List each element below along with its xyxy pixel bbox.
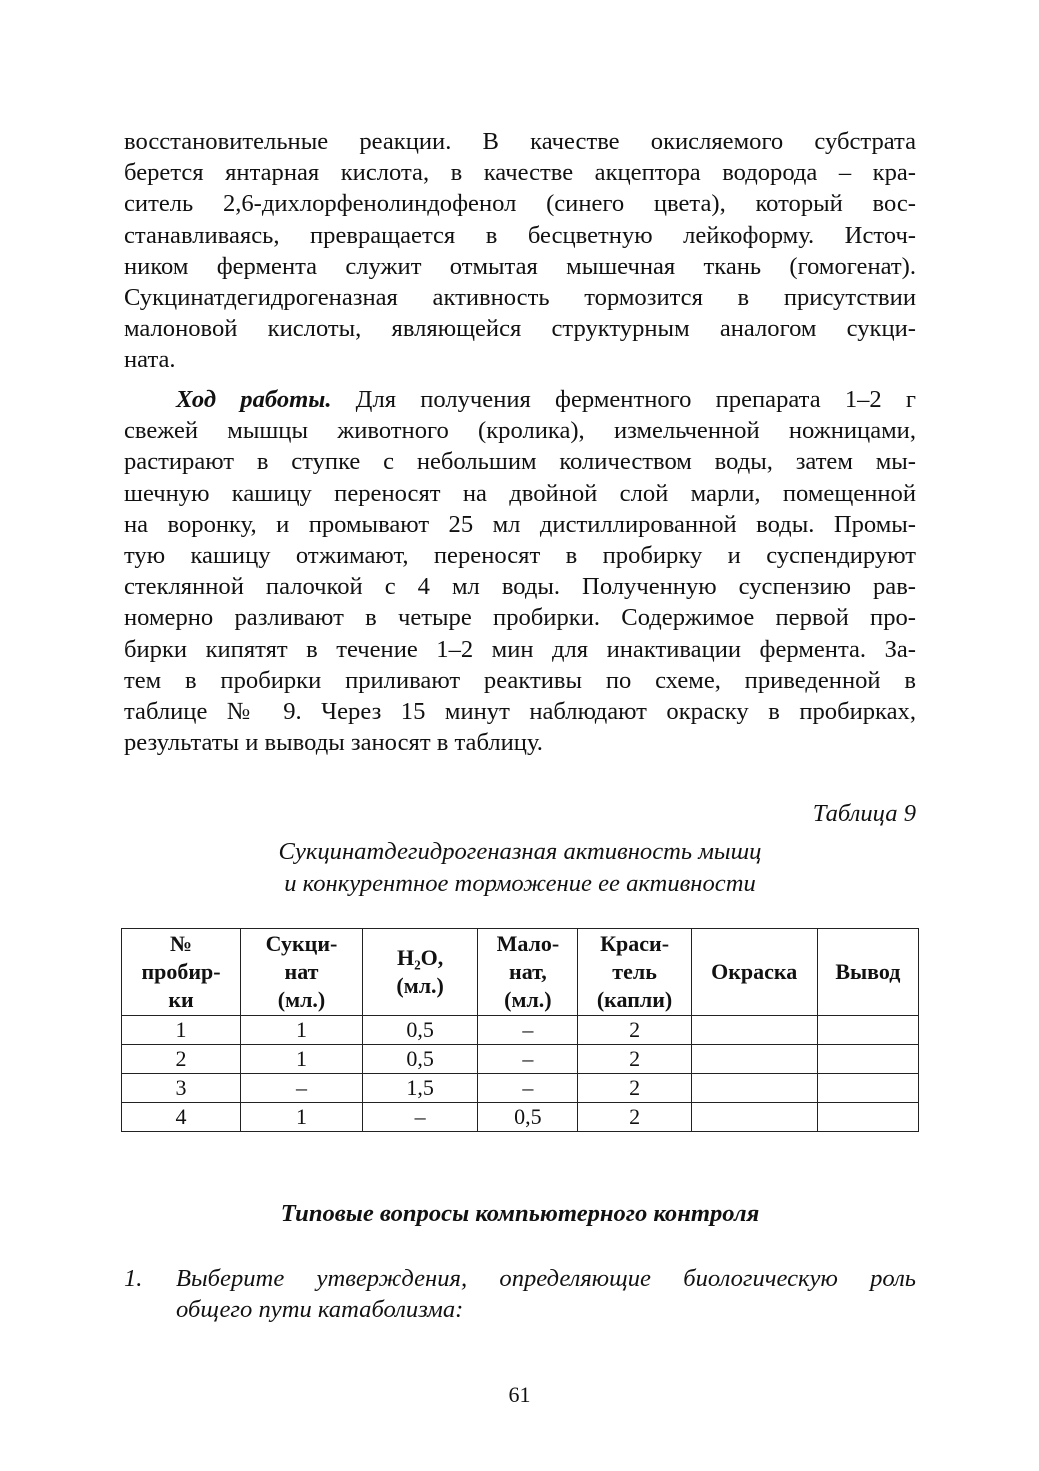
data-table bbox=[121, 928, 919, 1132]
paragraph-line: растирают в ступке с небольшим количеством воды, затем мы- bbox=[124, 448, 916, 476]
header-dye: Краси- тель (капли) bbox=[578, 929, 691, 1016]
header-tube-number: № пробир- ки bbox=[122, 929, 241, 1016]
paragraph-line: восстановительные реакции. В качестве окисляемого субстрата bbox=[124, 128, 916, 155]
table-cell bbox=[691, 1016, 817, 1045]
table-cell: – bbox=[241, 1074, 363, 1103]
table-row bbox=[122, 1016, 919, 1045]
paragraph-line: Сукцинатдегидрогеназная активность тормозится в присутствии bbox=[124, 284, 916, 312]
table-cell: 4 bbox=[122, 1103, 241, 1132]
table-cell: – bbox=[478, 1045, 578, 1074]
table-label: Таблица 9 bbox=[812, 800, 916, 827]
page-number: 61 bbox=[508, 1382, 531, 1407]
header-conclusion: Вывод bbox=[817, 929, 918, 1016]
paragraph-line: тую кашицу отжимают, переносят в пробирку и суспендируют bbox=[124, 542, 916, 570]
table-cell: 2 bbox=[578, 1074, 691, 1103]
paragraph-first-line-text: Для получения ферментного препарата 1–2 г bbox=[331, 386, 916, 413]
table-cell: – bbox=[478, 1016, 578, 1045]
paragraph-line: берется янтарная кислота, в качестве акцептора водорода – кра- bbox=[124, 159, 916, 187]
table-title bbox=[124, 836, 916, 900]
table-header-row bbox=[122, 929, 919, 1016]
table-cell: 2 bbox=[578, 1016, 691, 1045]
paragraph-procedure bbox=[124, 384, 916, 758]
header-water: H₂O, (мл.) bbox=[362, 929, 477, 1016]
table-row bbox=[122, 1103, 919, 1132]
table-cell bbox=[691, 1103, 817, 1132]
question-item bbox=[124, 1263, 916, 1325]
paragraph-line: шечную кашицу переносят на двойной слой марли, помещенной bbox=[124, 479, 916, 507]
table-cell: 3 bbox=[122, 1074, 241, 1103]
question-line: Выберите утверждения, определяющие биологическую роль bbox=[176, 1265, 916, 1292]
paragraph-line: свежей мышцы животного (кролика), измельченной ножницами, bbox=[124, 417, 916, 445]
procedure-heading: Ход работы. bbox=[176, 386, 332, 413]
paragraph-line: ната. bbox=[124, 346, 176, 374]
table-cell bbox=[817, 1045, 918, 1074]
header-color: Окраска bbox=[691, 929, 817, 1016]
paragraph-line: бирки кипятят в течение 1–2 мин для инактивации фермента. За- bbox=[124, 635, 916, 663]
paragraph-line: ником фермента служит отмытая мышечная ткань (гомогенат). bbox=[124, 252, 916, 280]
table-cell: 1 bbox=[241, 1045, 363, 1074]
question-text bbox=[176, 1263, 916, 1325]
table-cell: 0,5 bbox=[362, 1016, 477, 1045]
table-title-line: Сукцинатдегидрогеназная активность мышц bbox=[278, 838, 762, 865]
paragraph-intro bbox=[124, 126, 916, 376]
table-cell: 1 bbox=[241, 1103, 363, 1132]
table-row bbox=[122, 1045, 919, 1074]
table-cell: 1 bbox=[241, 1016, 363, 1045]
section-title: Типовые вопросы компьютерного контроля bbox=[280, 1200, 760, 1227]
paragraph-line: стеклянной палочкой с 4 мл воды. Полученную суспензию рав- bbox=[124, 573, 916, 601]
table-cell bbox=[691, 1045, 817, 1074]
table-cell bbox=[817, 1074, 918, 1103]
table-cell bbox=[691, 1074, 817, 1103]
table-cell: 0,5 bbox=[478, 1103, 578, 1132]
paragraph-line: тем в пробирки приливают реактивы по схеме, приведенной в bbox=[124, 666, 916, 694]
table-cell: 1 bbox=[122, 1016, 241, 1045]
paragraph-first-line bbox=[124, 384, 916, 415]
paragraph-line: результаты и выводы заносят в таблицу. bbox=[124, 729, 543, 757]
header-succinate: Сукци- нат (мл.) bbox=[241, 929, 363, 1016]
table-cell: – bbox=[478, 1074, 578, 1103]
question-number: 1. bbox=[124, 1265, 143, 1292]
paragraph-line: номерно разливают в четыре пробирки. Содержимое первой про- bbox=[124, 604, 916, 632]
paragraph-line: станавливаясь, превращается в бесцветную лейкоформу. Источ- bbox=[124, 221, 916, 249]
table-cell: 0,5 bbox=[362, 1045, 477, 1074]
table-cell bbox=[817, 1016, 918, 1045]
question-line: общего пути катаболизма: bbox=[176, 1296, 464, 1324]
paragraph-line: ситель 2,6-дихлорфенолиндофенол (синего цвета), который вос- bbox=[124, 190, 916, 218]
table-cell: 1,5 bbox=[362, 1074, 477, 1103]
table-cell: – bbox=[362, 1103, 477, 1132]
header-malonate: Мало- нат, (мл.) bbox=[478, 929, 578, 1016]
paragraph-line: на воронку, и промывают 25 мл дистиллированной воды. Промы- bbox=[124, 510, 916, 538]
table-title-line: и конкурентное торможение ее активности bbox=[284, 870, 756, 897]
table-cell: 2 bbox=[578, 1103, 691, 1132]
table-cell: 2 bbox=[578, 1045, 691, 1074]
table-cell bbox=[817, 1103, 918, 1132]
table-cell: 2 bbox=[122, 1045, 241, 1074]
paragraph-line: малоновой кислоты, являющейся структурным аналогом сукци- bbox=[124, 315, 916, 343]
paragraph-line: таблице № 9. Через 15 минут наблюдают окраску в пробирках, bbox=[124, 698, 916, 726]
table-row bbox=[122, 1074, 919, 1103]
